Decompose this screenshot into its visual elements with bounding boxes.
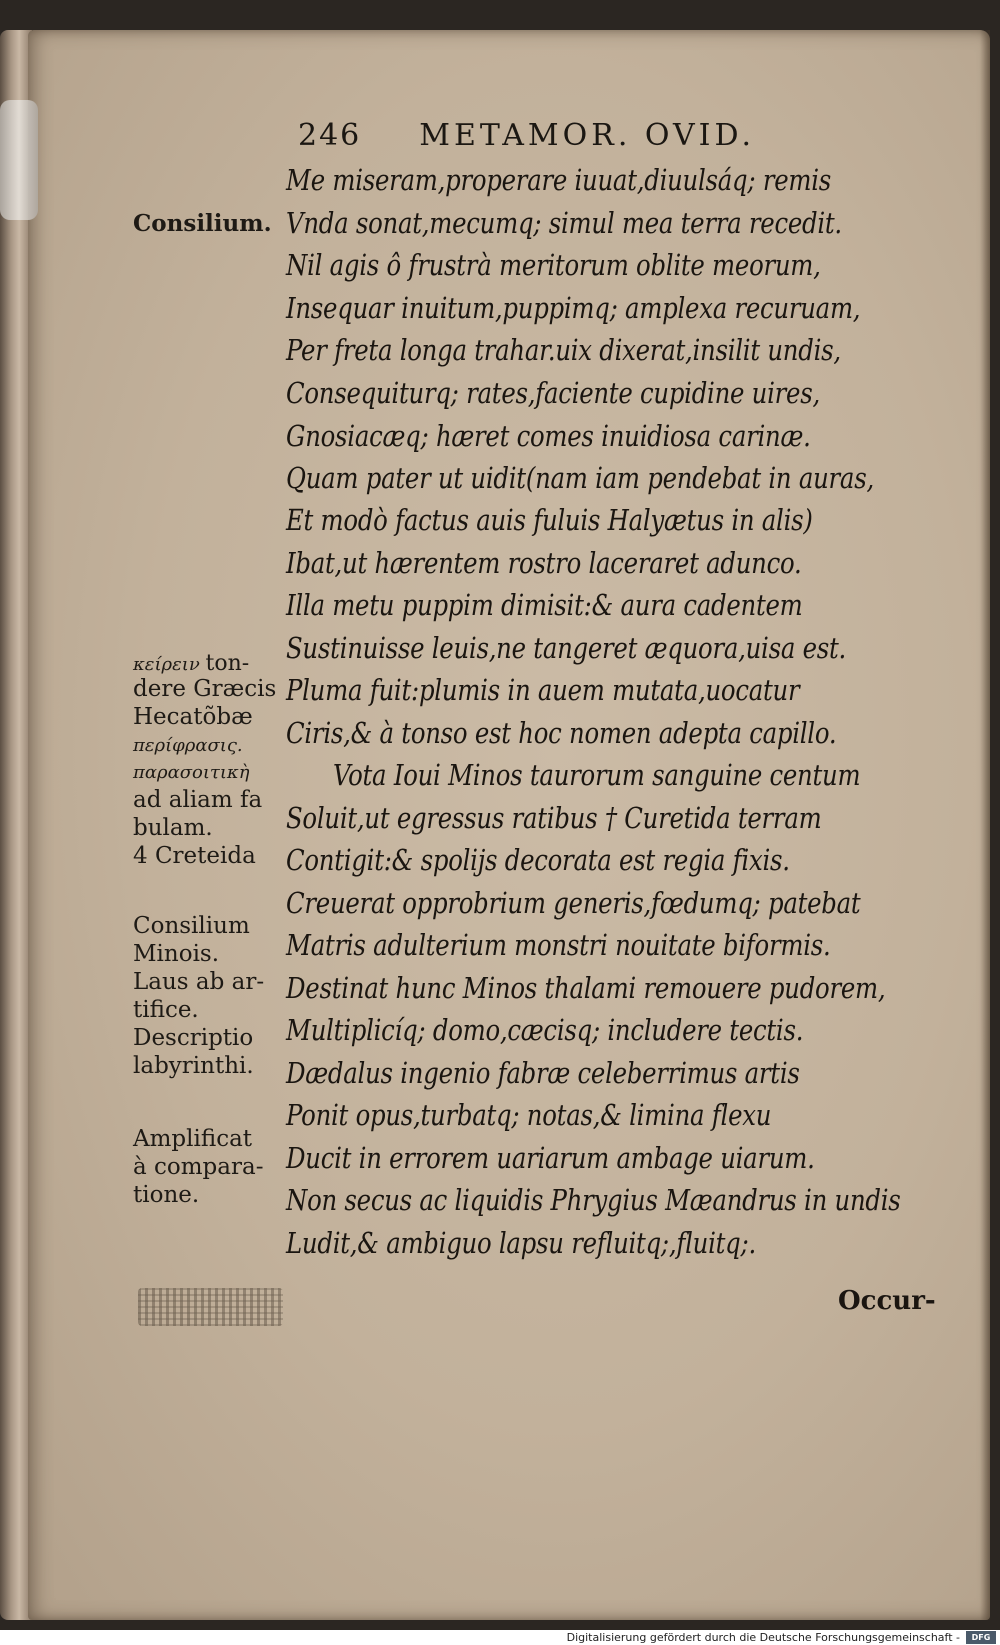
verse-line: Gnosiacæq; hæret comes inuidiosa carinæ. [286,419,811,453]
verse-line: Non secus ac liquidis Phrygius Mæandrus in undis [286,1183,901,1217]
catchword: Occur- [838,1286,936,1316]
footer-credit: Digitalisierung gefördert durch die Deutsche Forschungsgemeinschaft - [566,1631,960,1644]
running-title: METAMOR. OVID. [419,118,755,153]
margin-note-consilium-minois: Consilium [133,913,250,939]
margin-note-greek-keirein: κείρειν ton- [133,651,250,676]
verse-line: Ciris,& à tonso est hoc nomen adepta capillo. [286,716,837,750]
page-clip-marker [0,100,38,220]
verse-line: Ducit in errorem uariarum ambage uiarum. [286,1141,815,1175]
margin-note-tondere: ton- [205,651,250,676]
verse-line: Vota Ioui Minos taurorum sanguine centum [333,758,861,792]
verse-line: Insequar inuitum,puppimq; amplexa recuruam, [286,291,861,325]
margin-note-tondere-graecis: dere Græcis [133,676,277,702]
margin-note-comparatione: à compara- [133,1154,264,1180]
verse-line: Nil agis ô frustrà meritorum oblite meorum, [286,248,821,282]
margin-note-fabulam: bulam. [133,815,213,841]
page-edge-shadow [980,30,990,1620]
margin-note-minois: Minois. [133,941,220,967]
page-number: 246 [298,118,362,153]
running-head [298,118,755,153]
verse-line: Creuerat opprobrium generis,fœdumq; patebat [286,886,861,920]
verse-line: Per freta longa trahar.uix dixerat,insilit undis, [286,333,841,367]
verse-line: Destinat hunc Minos thalami remouere pudorem, [286,971,886,1005]
margin-note-greek-parasomai: παρασοιτικὴ [133,762,250,783]
margin-note-laus: Laus ab ar- [133,969,265,995]
verse-line: Et modò factus auis fuluis Halyætus in alis) [286,503,813,537]
verse-line: Me miseram,properare iuuat,diuulsáq; remis [286,163,832,197]
verse-line: Pluma fuit:plumis in auem mutata,uocatur [286,673,800,707]
margin-note-consilium: Consilium. [133,210,272,237]
margin-note-tifice: tifice. [133,997,199,1023]
dfg-logo: DFG [966,1631,996,1644]
ink-smudge [138,1288,283,1326]
verse-line: Soluit,ut egressus ratibus † Curetida terram [286,801,822,835]
margin-note-hecatombae: Hecatõbæ [133,704,253,730]
margin-note-descriptio: Descriptio [133,1025,254,1051]
verse-line: Vnda sonat,mecumq; simul mea terra recedit. [286,206,842,240]
margin-note-labyrinthi: labyrinthi. [133,1053,254,1079]
verse-line: Contigit:& spolijs decorata est regia fixis. [286,843,790,877]
verse-line: Quam pater ut uidit(nam iam pendebat in auras, [286,461,874,495]
verse-line: Multiplicíq; domo,cæcisq; includere tectis. [286,1013,804,1047]
margin-note-creteida: 4 Creteida [133,843,256,869]
verse-line: Ludit,& ambiguo lapsu refluitq;,fluitq;. [286,1226,756,1260]
verse-line: Ibat,ut hærentem rostro laceraret adunco. [286,546,802,580]
verse-line: Dædalus ingenio fabræ celeberrimus artis [286,1056,800,1090]
verse-line: Sustinuisse leuis,ne tangeret æquora,uisa est. [286,631,847,665]
verse-line: Matris adulterium monstri nouitate biformis. [286,928,831,962]
verse-line: Illa metu puppim dimisit:& aura cadentem [286,588,803,622]
margin-note-ad-aliam: ad aliam fa [133,787,263,813]
verse-line: Ponit opus,turbatq; notas,& limina flexu [286,1098,772,1132]
footer-bar [0,1630,1000,1645]
margin-note-amplificat: Amplificat [133,1126,253,1152]
verse-line: Consequiturq; rates,faciente cupidine uires, [286,376,820,410]
book-page [28,30,990,1620]
margin-note-greek-periphrasis: περίφρασις. [133,735,243,756]
margin-note-tione: tione. [133,1182,200,1208]
